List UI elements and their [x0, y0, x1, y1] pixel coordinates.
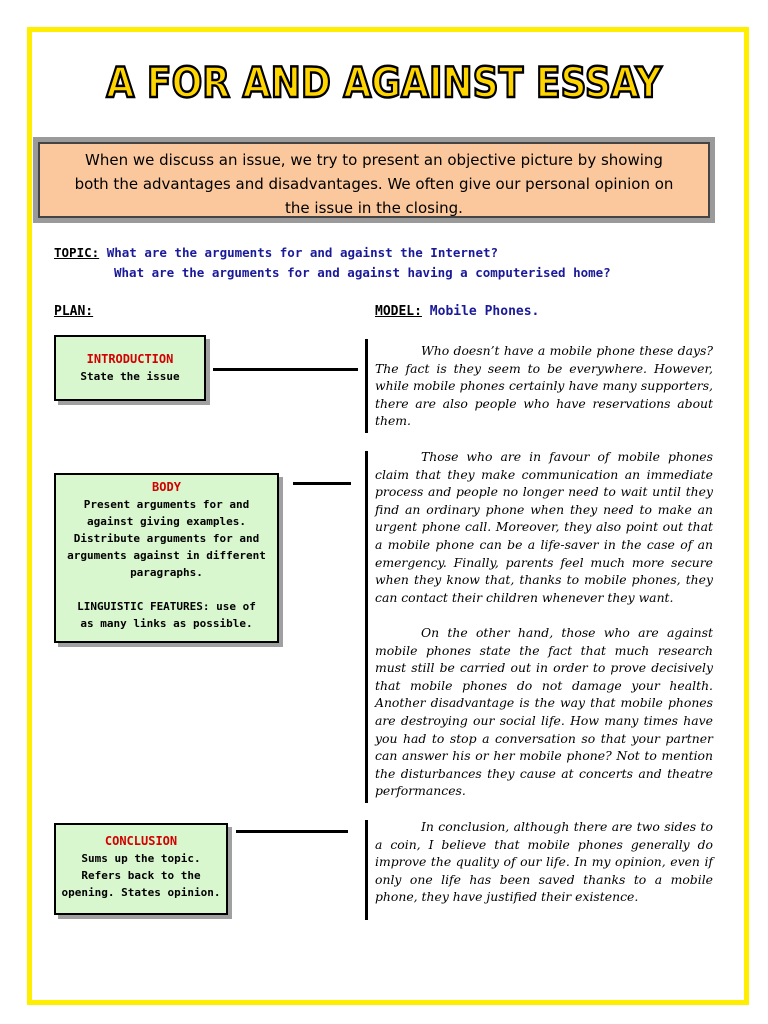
topic-section: [54, 243, 611, 283]
model-label-text: MODEL:: [375, 304, 422, 319]
connector-line: [293, 482, 351, 485]
connector-line: [213, 368, 358, 371]
conclusion-line: Refers back to the: [81, 869, 201, 882]
model-paragraph-for: [375, 448, 713, 606]
introduction-line: State the issue: [80, 370, 180, 383]
plan-label: PLAN:: [54, 304, 94, 319]
body-line: LINGUISTIC FEATURES: use of: [77, 600, 256, 613]
body-line: as many links as possible.: [80, 617, 253, 630]
page-title: A FOR AND AGAINST ESSAY: [106, 58, 662, 107]
paragraph-divider: [365, 820, 368, 920]
topic-line-2: What are the arguments for and against having a computerised home?: [114, 265, 611, 280]
model-paragraph-against: [375, 624, 713, 800]
intro-line: both the advantages and disadvantages. We often give our personal opinion on: [74, 175, 674, 193]
paragraph-text: Who doesn’t have a mobile phone these days? The fact is they seem to be everywhere. However, while mobile phones certainly have many supporters, there are also people who have reservations about them.: [375, 343, 713, 429]
conclusion-line: Sums up the topic.: [81, 852, 201, 865]
paragraph-text: Those who are in favour of mobile phones claim that they make communication an immediate process and people no longer need to wait until they find an ordinary phone when they need to make an urgent phone call. Moreover, they also point out that a mobile phone can be a life-saver in the case of an emergency. Finally, parents feel much more secure when they know that, thanks to mobile phones, they can contact their children whenever they want.: [375, 449, 713, 605]
body-line: against giving examples.: [87, 515, 246, 528]
topic-line-1: What are the arguments for and against the Internet?: [106, 245, 499, 260]
intro-box: [38, 142, 710, 218]
connector-line: [236, 830, 348, 833]
conclusion-box: [54, 823, 228, 915]
topic-label: TOPIC:: [54, 245, 100, 260]
paragraph-text: On the other hand, those who are against mobile phones state the fact that much research must still be carried out in order to prove decisively that mobile phones do not damage your health. Another disadvantage is the way that mobile phones are destroying our social life. How many times have you had to stop a conversation so that your partner can answer his or her mobile phone? Not to mention the disturbances they cause at concerts and theatre performances.: [375, 625, 713, 799]
body-line: paragraphs.: [130, 566, 203, 579]
introduction-heading: INTRODUCTION: [86, 352, 174, 366]
introduction-box: [54, 335, 206, 401]
body-line: [56, 581, 277, 598]
body-box: [54, 473, 279, 643]
model-paragraph-conclusion: [375, 818, 713, 906]
model-label: [375, 304, 539, 319]
body-line: Distribute arguments for and: [73, 532, 260, 545]
body-heading: BODY: [152, 480, 181, 494]
intro-line: When we discuss an issue, we try to present an objective picture by showing: [85, 151, 663, 169]
paragraph-divider: [365, 339, 368, 433]
body-line: Present arguments for and: [83, 498, 250, 511]
intro-line: the issue in the closing.: [285, 199, 463, 217]
conclusion-heading: CONCLUSION: [104, 834, 178, 848]
model-paragraph-intro: [375, 342, 713, 430]
paragraph-divider: [365, 451, 368, 803]
paragraph-text: In conclusion, although there are two sides to a coin, I believe that mobile phones generally do improve the quality of our life. In my opinion, even if only one life has been saved thanks to a mobile phone, they have justified their existence.: [375, 819, 713, 905]
body-line: arguments against in different: [67, 549, 266, 562]
conclusion-line: opening. States opinion.: [61, 886, 221, 899]
model-title: Mobile Phones.: [429, 304, 540, 319]
